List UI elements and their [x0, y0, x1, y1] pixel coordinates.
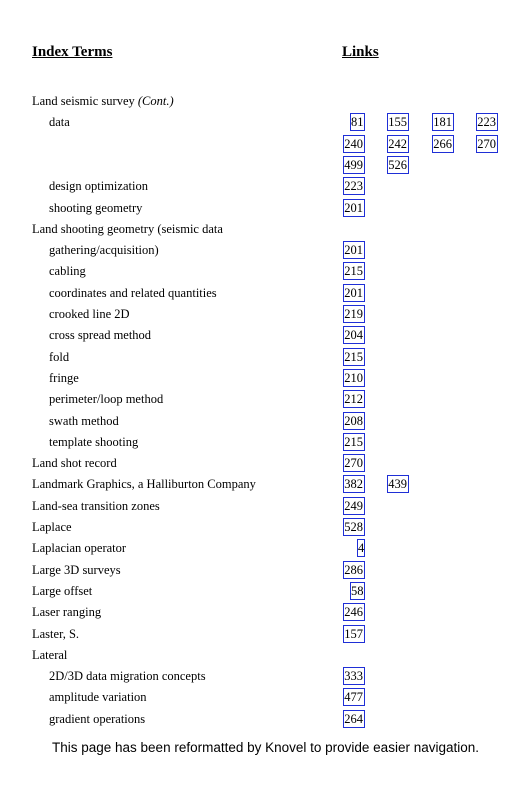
- index-term: Landmark Graphics, a Halliburton Company: [32, 477, 256, 492]
- index-entry-row: [0, 582, 531, 603]
- page-link[interactable]: 240: [344, 136, 363, 151]
- index-term: gathering/acquisition): [49, 243, 159, 258]
- index-entry-row: [0, 156, 531, 177]
- index-entry-row: [0, 390, 531, 411]
- page-link[interactable]: 181: [433, 115, 452, 130]
- page-link[interactable]: 223: [344, 179, 363, 194]
- page-link[interactable]: 333: [344, 669, 363, 684]
- index-term: Land shooting geometry (seismic data: [32, 221, 223, 236]
- index-term: Land-sea transition zones: [32, 498, 160, 513]
- index-entry-row: [0, 539, 531, 560]
- index-entry-row: [0, 646, 531, 667]
- index-term: fold: [49, 349, 70, 364]
- page-link[interactable]: 81: [351, 115, 364, 130]
- index-term: Laster, S.: [32, 626, 80, 641]
- page-link[interactable]: 264: [344, 711, 363, 726]
- page-link[interactable]: 382: [344, 477, 363, 492]
- page-link[interactable]: 499: [344, 157, 363, 172]
- page-link[interactable]: 215: [344, 434, 363, 449]
- page-link[interactable]: 219: [344, 307, 363, 321]
- index-term: template shooting: [49, 434, 139, 449]
- index-term: perimeter/loop method: [49, 392, 164, 407]
- index-entry-row: [0, 561, 531, 582]
- index-term: fringe: [49, 370, 79, 385]
- index-term: data: [49, 115, 70, 130]
- index-term: cross spread method: [49, 328, 152, 343]
- index-terms-heading: Index Terms: [32, 44, 113, 60]
- index-entry-row: [0, 284, 531, 305]
- index-entry-row: [0, 262, 531, 283]
- index-entry-row: [0, 667, 531, 688]
- page-link[interactable]: 242: [388, 136, 407, 151]
- index-entry-row: [0, 326, 531, 347]
- index-term: crooked line 2D: [49, 307, 130, 321]
- page-link[interactable]: 477: [344, 690, 363, 705]
- index-term: cabling: [49, 264, 86, 279]
- page-link[interactable]: 526: [388, 157, 407, 172]
- index-term: Laplacian operator: [32, 541, 127, 556]
- index-term: Lateral: [32, 647, 68, 662]
- index-term: shooting geometry: [49, 200, 143, 215]
- index-entry-row: [0, 177, 531, 198]
- index-entry-row: [0, 113, 531, 134]
- index-entry-row: [0, 369, 531, 390]
- page-link[interactable]: 223: [477, 115, 496, 130]
- index-term: gradient operations: [49, 711, 146, 726]
- page-link[interactable]: 201: [344, 285, 363, 300]
- page-link[interactable]: 212: [344, 392, 363, 407]
- index-entry-row: [0, 475, 531, 496]
- page-link[interactable]: 157: [344, 626, 363, 641]
- links-heading: Links: [342, 44, 379, 60]
- page-link[interactable]: 155: [388, 115, 407, 130]
- page-link[interactable]: 215: [344, 264, 363, 279]
- index-entry-row: [0, 220, 531, 241]
- index-term: Land seismic survey (Cont.): [32, 94, 174, 108]
- index-entry-row: [0, 433, 531, 454]
- index-term: Land shot record: [32, 456, 117, 471]
- index-entry-row: [0, 241, 531, 262]
- index-entry-row: [0, 199, 531, 220]
- index-term: amplitude variation: [49, 690, 147, 705]
- index-term: coordinates and related quantities: [49, 285, 217, 300]
- page-link[interactable]: 201: [344, 200, 363, 215]
- index-entry-row: [0, 348, 531, 369]
- index-term: 2D/3D data migration concepts: [49, 669, 206, 684]
- page-link[interactable]: 4: [358, 541, 365, 556]
- index-entry-row: [0, 92, 531, 113]
- index-term: Large offset: [32, 583, 93, 598]
- page-link[interactable]: 249: [344, 498, 363, 513]
- index-term: Laser ranging: [32, 605, 102, 620]
- index-entry-row: [0, 625, 531, 646]
- page-link[interactable]: 215: [344, 349, 363, 364]
- page-link[interactable]: 246: [344, 605, 363, 620]
- page-link[interactable]: 210: [344, 370, 363, 385]
- index-entry-row: [0, 688, 531, 709]
- page-link[interactable]: 266: [433, 136, 452, 151]
- index-entry-row: [0, 454, 531, 475]
- index-term: Large 3D surveys: [32, 562, 121, 577]
- knovel-footer-note: This page has been reformatted by Knovel to provide easier navigation.: [51, 740, 479, 755]
- index-entry-row: [0, 710, 531, 731]
- index-entry-row: [0, 305, 531, 326]
- index-entry-row: [0, 603, 531, 624]
- page-link[interactable]: 208: [344, 413, 363, 428]
- page-link[interactable]: 58: [351, 583, 364, 598]
- index-entry-row: [0, 412, 531, 433]
- page-link[interactable]: 201: [344, 243, 363, 258]
- page-link[interactable]: 286: [344, 562, 363, 577]
- index-term: Laplace: [32, 520, 72, 534]
- page-link[interactable]: 528: [344, 520, 363, 534]
- index-entry-row: [0, 497, 531, 518]
- page-link[interactable]: 439: [388, 477, 407, 492]
- page-link[interactable]: 270: [344, 456, 363, 471]
- page-link[interactable]: 204: [344, 328, 363, 343]
- index-entry-row: [0, 518, 531, 539]
- continued-note: (Cont.): [137, 94, 174, 108]
- index-term: design optimization: [49, 179, 148, 194]
- index-entry-row: [0, 135, 531, 156]
- page-link[interactable]: 270: [477, 136, 496, 151]
- index-term: swath method: [49, 413, 119, 428]
